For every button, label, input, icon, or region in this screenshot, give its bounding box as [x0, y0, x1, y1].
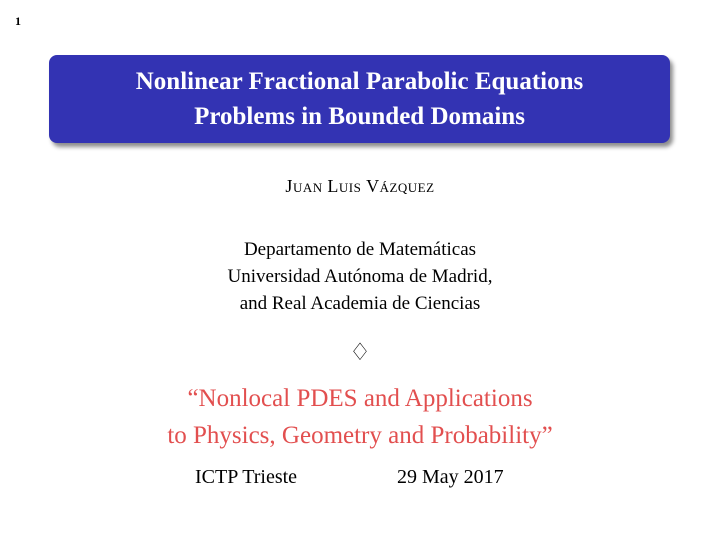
author-initial-last: V — [366, 176, 380, 196]
diamond-separator-icon: ♢ — [349, 340, 371, 366]
author-first-rest: UAN — [292, 180, 323, 195]
author-name — [0, 176, 720, 197]
page-number: 1 — [15, 14, 21, 28]
title-line-1: Nonlinear Fractional Parabolic Equations — [135, 68, 584, 95]
event-title-line-2: to Physics, Geometry and Probability” — [167, 422, 553, 449]
affiliation-line-2: Universidad Autónoma de Madrid, — [227, 266, 493, 287]
title-line-2: Problems in Bounded Domains — [194, 103, 525, 130]
author-initial-middle: L — [327, 176, 339, 196]
venue: ICTP Trieste — [195, 466, 298, 488]
author-initial-first: J — [285, 176, 293, 196]
date: 29 May 2017 — [397, 466, 504, 488]
title-box — [49, 55, 670, 143]
affiliation-line-3: and Real Academia de Ciencias — [239, 293, 481, 314]
affiliation-line-1: Departamento de Matemáticas — [243, 239, 477, 260]
event-title — [0, 380, 720, 454]
author-last-rest: ÁZQUEZ — [379, 180, 435, 195]
author-middle-rest: UIS — [338, 180, 362, 195]
event-title-line-1: “Nonlocal PDES and Applications — [187, 385, 533, 412]
affiliation — [0, 236, 720, 317]
